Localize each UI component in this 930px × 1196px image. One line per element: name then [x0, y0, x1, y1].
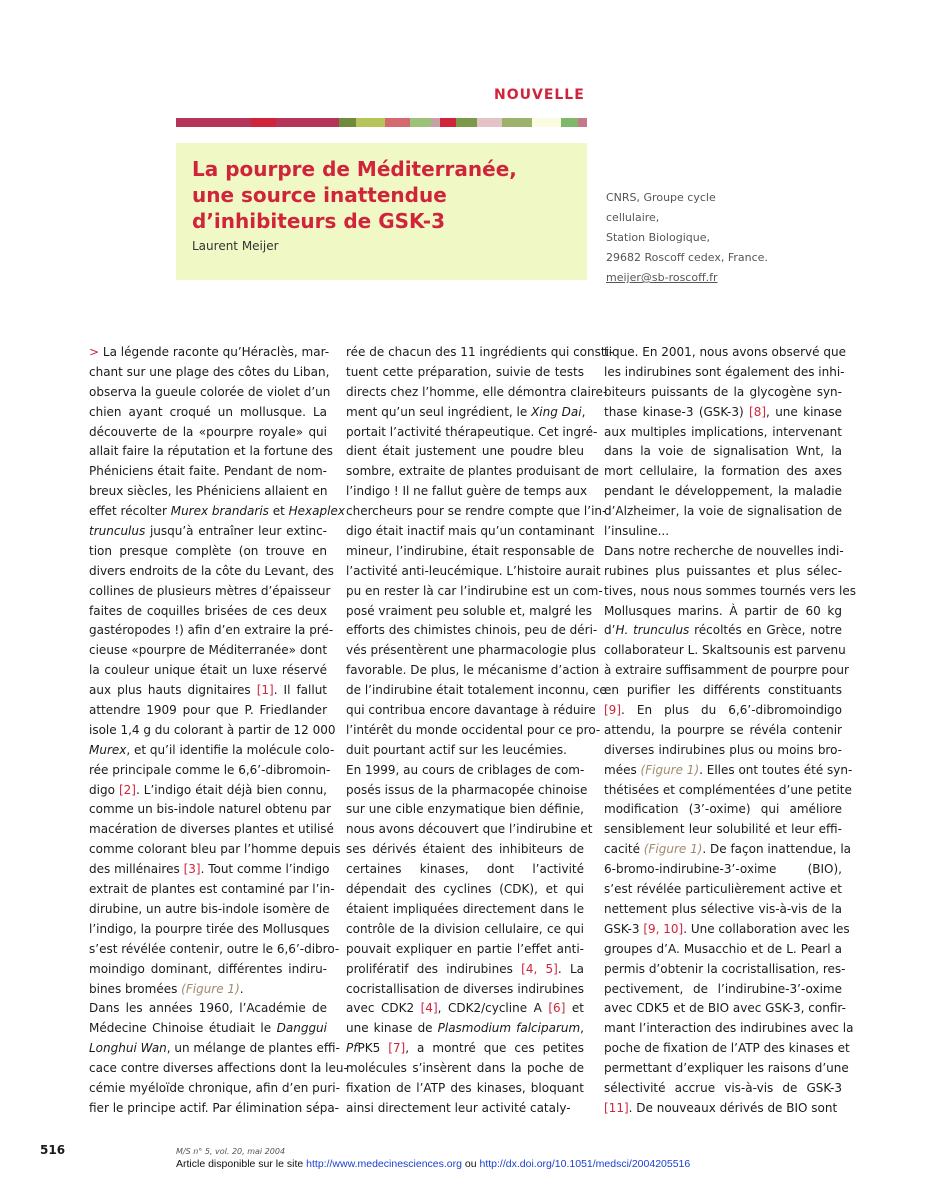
text-line: modification (3’-oxime) qui améliore [604, 802, 842, 817]
footer-middle: ou [461, 1158, 480, 1170]
text-line: s’est révélée contenir, outre le 6,6’-dibro- [89, 941, 340, 956]
text-line: trunculus jusqu’à entraîner leur extinc- [89, 524, 327, 539]
text-line: mort cellulaire, la formation des axes [604, 464, 842, 479]
text-line: étaient impliquées directement dans le [346, 901, 584, 916]
journal-reference: M/S n° 5, vol. 20, mai 2004 [176, 1147, 286, 1156]
text-line: Dans les années 1960, l’Académie de [89, 1001, 327, 1016]
text-line: gastéropodes !) afin d’en extraire la pré- [89, 623, 334, 638]
text-line: poche de fixation de l’ATP des kinases et [604, 1041, 850, 1056]
color-bar-segment [297, 118, 322, 127]
text-line: posés issus de la pharmacopée chinoise [346, 782, 588, 797]
text-line: avec CDK2 [4], CDK2/cycline A [6] et [346, 1001, 584, 1016]
footer-site-link[interactable]: http://www.medecinesciences.org [306, 1158, 462, 1170]
text-line: l’insuline... [604, 524, 670, 539]
text-line: digo [2]. L’indigo était déjà bien connu, [89, 782, 327, 797]
text-line: prolifératif des indirubines [4, 5]. La [346, 961, 584, 976]
text-line: d’Alzheimer, la voie de signalisation de [604, 504, 842, 519]
text-line: permis d’obtenir la cocristallisation, res- [604, 961, 846, 976]
text-line: collines de plusieurs mètres d’épaisseur [89, 583, 331, 598]
text-line: cace contre diverses affections dont la leu- [89, 1061, 348, 1076]
article-title-line: d’inhibiteurs de GSK-3 [192, 209, 446, 233]
text-line: divers endroits de la côte du Levant, des [89, 563, 334, 578]
article-title-line: La pourpre de Méditerranée, [192, 157, 517, 181]
text-line: qui contribua encore davantage à réduire [346, 703, 596, 718]
text-line: > La légende raconte qu’Héraclès, mar- [89, 345, 330, 359]
color-bar-segment [440, 118, 457, 127]
text-line: pectivement, de l’indirubine-3’-oxime [604, 981, 842, 996]
text-line: tique. En 2001, nous avons observé que [604, 345, 846, 359]
text-line: vés présentèrent une pharmacologie plus [346, 643, 597, 658]
text-line: Mollusques marins. À partir de 60 kg [604, 603, 842, 618]
text-line: cieuse «pourpre de Méditerranée» dont [89, 643, 328, 658]
color-bar-segment [251, 118, 276, 127]
text-line: pu en rester là car l’indirubine est un com- [346, 583, 603, 598]
text-line: PfPK5 [7], a montré que ces petites [346, 1041, 584, 1056]
text-line: fixation de l’ATP des kinases, bloquant [346, 1080, 584, 1095]
color-bar-segment [176, 118, 201, 127]
text-line: l’indigo ! Il ne fallut guère de temps aux [346, 484, 588, 499]
text-line: 6-bromo-indirubine-3’-oxime (BIO), [604, 862, 842, 877]
text-line: tuent cette préparation, suivie de tests [346, 364, 584, 379]
text-line: moindigo dominant, différentes indiru- [89, 961, 327, 976]
color-bar-segment [502, 118, 531, 127]
text-line: sombre, extraite de plantes produisant de [346, 464, 599, 479]
color-bar-segment [456, 118, 477, 127]
text-line: GSK-3 [9, 10]. Une collaboration avec les [604, 921, 850, 936]
text-line: portait l’activité thérapeutique. Cet ingré- [346, 424, 598, 439]
text-line: avec CDK5 et de BIO avec GSK-3, confir- [604, 1001, 846, 1016]
color-bar-segment [477, 118, 502, 127]
text-line: [11]. De nouveaux dérivés de BIO sont [604, 1100, 838, 1115]
article-title-line: une source inattendue [192, 183, 447, 207]
affiliation-line: cellulaire, [606, 211, 660, 224]
text-line: Dans notre recherche de nouvelles indi- [604, 543, 844, 558]
text-line: sensiblement leur solubilité et leur effi- [604, 822, 842, 837]
body-column-2 [346, 343, 614, 1119]
text-line: mineur, l’indirubine, était responsable de [346, 543, 595, 558]
text-line: pendant le développement, la maladie [604, 484, 842, 499]
text-line: contrôle de la division cellulaire, ce qui [346, 921, 584, 936]
text-line: sur une cible enzymatique bien définie, [346, 802, 584, 817]
text-line: ses dérivés étaient des inhibiteurs de [346, 842, 584, 857]
text-line: mant l’interaction des indirubines avec la [604, 1021, 854, 1036]
footer-doi-link[interactable]: http://dx.doi.org/10.1051/medsci/2004205516 [479, 1158, 691, 1170]
text-line: allait faire la réputation et la fortune des [89, 444, 333, 459]
text-line: comme colorant bleu par l’homme depuis [89, 842, 341, 857]
text-line: cémie myéloïde chronique, afin d’en puri- [89, 1080, 340, 1095]
text-line: digo était inactif mais qu’un contaminant [346, 524, 595, 539]
text-line: cocristallisation de diverses indirubines [346, 981, 584, 996]
color-bar-segment [532, 118, 561, 127]
affiliation-line: CNRS, Groupe cycle [606, 191, 716, 204]
text-line: Longhui Wan, un mélange de plantes effi- [89, 1041, 340, 1056]
color-bar-segment [410, 118, 431, 127]
text-line: mées (Figure 1). Elles ont toutes été syn- [604, 762, 853, 777]
affiliation-line: Station Biologique, [606, 231, 710, 244]
text-line: favorable. De plus, le mécanisme d’action [346, 663, 600, 678]
text-line: dirubine, un autre bis-indole isomère de [89, 901, 330, 916]
text-line: attendu, la pourpre se révéla contenir [604, 722, 842, 737]
text-line: de l’indirubine était totalement inconnu, ce [346, 683, 607, 698]
text-line: dans la voie de signalisation Wnt, la [604, 444, 842, 459]
text-line: Murex, et qu’il identifie la molécule colo- [89, 742, 335, 757]
text-line: certaines kinases, dont l’activité [346, 862, 584, 877]
author-affiliation [606, 188, 768, 288]
text-line: efforts des chimistes chinois, peu de déri- [346, 623, 598, 638]
text-line: découverte de la «pourpre royale» qui [89, 424, 327, 439]
text-line: en purifier les différents constituants [604, 683, 842, 698]
text-line: posé vraiment peu soluble et, malgré les [346, 603, 592, 618]
text-line: s’est révélée particulièrement active et [604, 882, 842, 897]
text-line: attendre 1909 pour que P. Friedlander [89, 703, 327, 718]
text-line: duit pourtant actif sur les leucémies. [346, 742, 567, 757]
text-line: une kinase de Plasmodium falciparum, [346, 1021, 584, 1036]
text-line: faites de coquilles brisées de ces deux [89, 603, 327, 618]
article-title [192, 156, 572, 234]
text-line: pouvait expliquer en partie l’effet anti- [346, 941, 584, 956]
text-line: nettement plus sélective vis-à-vis de la [604, 901, 842, 916]
title-box [176, 143, 587, 280]
text-line: observa la gueule colorée de violet d’un [89, 384, 331, 399]
text-line: les indirubines sont également des inhi- [604, 364, 845, 379]
text-line: extrait de plantes est contaminé par l’in- [89, 882, 335, 897]
text-line: chercheurs pour se rendre compte que l’in- [346, 504, 607, 519]
color-bar-segment [561, 118, 578, 127]
text-line: fier le principe actif. Par élimination sépa- [89, 1100, 339, 1115]
text-line: dépendait des cyclines (CDK), et qui [346, 882, 584, 897]
color-bar-segment [356, 118, 385, 127]
color-bar-segment [431, 118, 439, 127]
text-line: à extraire suffisamment de pourpre pour [604, 663, 849, 678]
text-line: l’indigo, la pourpre tirée des Mollusques [89, 921, 330, 936]
text-line: Phéniciens était faite. Pendant de nom- [89, 464, 327, 479]
text-line: diverses indirubines plus ou moins bro- [604, 742, 842, 757]
color-bar-segment [226, 118, 251, 127]
text-line: macération de diverses plantes et utilisé [89, 822, 334, 837]
text-line: rée de chacun des 11 ingrédients qui consti- [346, 345, 614, 359]
decorative-color-bar [176, 118, 587, 127]
text-line: comme un bis-indole naturel obtenu par [89, 802, 331, 817]
text-line: chant sur une plage des côtes du Liban, [89, 364, 330, 379]
color-bar-segment [276, 118, 297, 127]
color-bar-segment [339, 118, 356, 127]
text-line: Médecine Chinoise étudiait le Danggui [89, 1021, 327, 1036]
text-line: sélectivité accrue vis-à-vis de GSK-3 [604, 1080, 842, 1095]
text-line: des millénaires [3]. Tout comme l’indigo [89, 862, 330, 877]
text-line: nous avons découvert que l’indirubine et [346, 822, 593, 837]
footer-prefix: Article disponible sur le site [176, 1158, 307, 1170]
body-column-3 [604, 343, 856, 1119]
text-line: aux multiples implications, intervenant [604, 424, 842, 439]
author-name: Laurent Meijer [192, 239, 279, 253]
text-line: [9]. En plus du 6,6’-dibromoindigo [604, 703, 842, 718]
body-column-1 [89, 343, 348, 1119]
text-line: thase kinase-3 (GSK-3) [8], une kinase [604, 404, 843, 419]
color-bar-segment [578, 118, 587, 127]
text-line: rubines plus puissantes et plus sélec- [604, 563, 842, 578]
text-line: biteurs puissants de la glycogène syn- [604, 384, 842, 399]
text-line: En 1999, au cours de criblages de com- [346, 762, 585, 777]
text-line: permettant d’expliquer les raisons d’une [604, 1061, 849, 1076]
text-line: collaborateur L. Skaltsounis est parvenu [604, 643, 846, 658]
color-bar-segment [322, 118, 339, 127]
text-line: la couleur unique était un luxe réservé [89, 663, 327, 678]
author-email-link[interactable]: meijer@sb-roscoff.fr [606, 271, 718, 284]
text-line: groupes d’A. Musacchio et de L. Pearl a [604, 941, 842, 956]
text-line: chien ayant croqué un mollusque. La [89, 404, 327, 419]
affiliation-line: 29682 Roscoff cedex, France. [606, 251, 768, 264]
text-line: molécules s’insèrent dans la poche de [346, 1061, 584, 1076]
footer-availability [176, 1158, 690, 1170]
text-line: breux siècles, les Phéniciens allaient en [89, 484, 328, 499]
text-line: rée principale comme le 6,6’-dibromoin- [89, 762, 331, 777]
section-label: NOUVELLE [494, 87, 585, 103]
text-line: tives, nous nous sommes tournés vers les [604, 583, 856, 598]
text-line: ment qu’un seul ingrédient, le Xing Dai, [346, 404, 586, 419]
text-line: directs chez l’homme, elle démontra claire- [346, 384, 608, 399]
text-line: bines bromées (Figure 1). [89, 981, 244, 996]
text-line: aux plus hauts dignitaires [1]. Il fallut [89, 683, 327, 698]
text-line: l’activité anti-leucémique. L’histoire aurait [346, 563, 601, 578]
text-line: ainsi directement leur activité cataly- [346, 1100, 571, 1115]
text-line: l’intérêt du monde occidental pour ce pro- [346, 722, 601, 737]
page-number: 516 [40, 1143, 66, 1157]
text-line: isole 1,4 g du colorant à partir de 12 000 [89, 722, 336, 737]
text-line: cacité (Figure 1). De façon inattendue, la [604, 842, 852, 857]
text-line: dient était justement une poudre bleu [346, 444, 584, 459]
text-line: tion presque complète (on trouve en [89, 543, 327, 558]
color-bar-segment [201, 118, 226, 127]
text-line: effet récolter Murex brandaris et Hexaplex [89, 504, 345, 519]
text-line: d’H. trunculus récoltés en Grèce, notre [604, 623, 842, 638]
color-bar-segment [385, 118, 410, 127]
text-line: thétisées et complémentées d’une petite [604, 782, 852, 797]
